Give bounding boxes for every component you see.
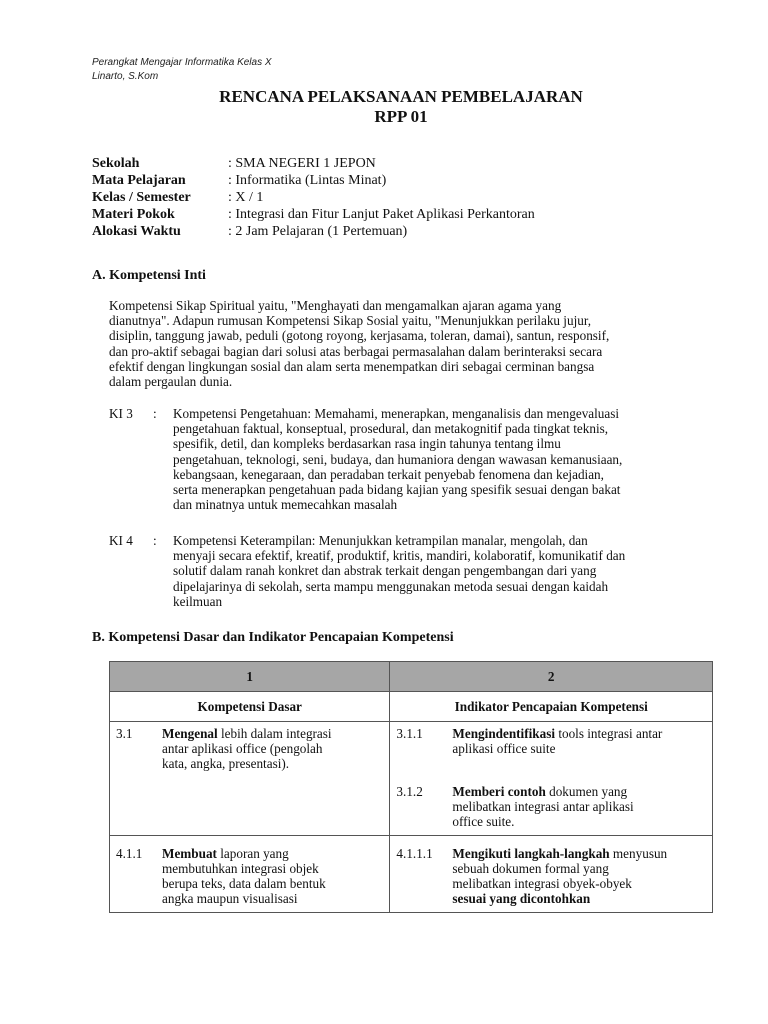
meta-row-topic bbox=[92, 206, 535, 223]
ki3-line: serta menerapkan pengetahuan pada bidang kajian yang spesifik sesuai dengan bakat bbox=[173, 482, 621, 498]
competence-table bbox=[109, 661, 713, 913]
column-number: 1 bbox=[110, 662, 390, 692]
column-header: Indikator Pencapaian Kompetensi bbox=[390, 692, 713, 722]
meta-row-class bbox=[92, 189, 535, 206]
document-header bbox=[92, 56, 272, 84]
paragraph-line: efektif dengan lingkungan sosial dan alam serta menempatkan diri sebagai cerminan bangsa bbox=[109, 358, 595, 374]
meta-key: Alokasi Waktu bbox=[92, 224, 181, 239]
indicator-text: aplikasi office suite bbox=[452, 741, 556, 756]
ki3-item bbox=[109, 406, 713, 512]
kd-text: berupa teks, data dalam bentuk bbox=[162, 876, 326, 891]
meta-value: : Informatika (Lintas Minat) bbox=[228, 173, 387, 188]
column-header: Kompetensi Dasar bbox=[110, 692, 390, 722]
identity-block bbox=[92, 155, 535, 240]
indicator-verb: Memberi contoh bbox=[452, 784, 546, 799]
kd-text: antar aplikasi office (pengolah bbox=[162, 741, 323, 756]
ki4-text bbox=[173, 533, 713, 609]
ki3-label: KI 3 bbox=[109, 406, 133, 421]
ki4-line: solutif dalam ranah konkret dan abstrak terkait dengan pengembangan dari yang bbox=[173, 563, 597, 579]
meta-key: Mata Pelajaran bbox=[92, 173, 186, 188]
table-number-row bbox=[110, 662, 713, 692]
indicator-cell bbox=[390, 722, 713, 836]
ki4-line: menyaji secara efektif, kreatif, produktif, kritis, mandiri, kolaboratif, komunikatif dan bbox=[173, 548, 626, 564]
header-course-line: Perangkat Mengajar Informatika Kelas X bbox=[92, 57, 272, 68]
meta-value: : X / 1 bbox=[228, 190, 264, 205]
ki3-line: pengetahuan faktual, konseptual, prosedural, dan metakognitif pada tingkat teknis, bbox=[173, 421, 609, 437]
ki3-line: Kompetensi Pengetahuan: Memahami, menerapkan, menganalisis dan mengevaluasi bbox=[173, 406, 620, 421]
ki4-line: dipelajarinya di sekolah, serta mampu menggunakan metoda sesuai dengan kaidah bbox=[173, 578, 609, 594]
kd-text: kata, angka, presentasi). bbox=[162, 756, 290, 771]
kd-text: laporan yang bbox=[216, 846, 289, 861]
kd-number: 4.1.1 bbox=[116, 846, 143, 861]
column-number: 2 bbox=[390, 662, 713, 692]
ki4-item bbox=[109, 533, 713, 609]
table-header-row bbox=[110, 692, 713, 722]
indicator-emphasis: sesuai yang dicontohkan bbox=[452, 891, 591, 906]
kd-verb: Mengenal bbox=[162, 726, 218, 741]
kd-text: angka maupun visualisasi bbox=[162, 891, 298, 906]
meta-key: Sekolah bbox=[92, 156, 140, 171]
indicator-text: dokumen yang bbox=[545, 784, 628, 799]
indicator-text: melibatkan integrasi obyek-obyek bbox=[452, 876, 632, 891]
paragraph-line: dalam pergaulan dunia. bbox=[109, 374, 233, 390]
paragraph-line: disiplin, tanggung jawab, peduli (gotong royong, kerjasama, toleran, damai), santun, responsif, bbox=[109, 328, 610, 344]
meta-value: : SMA NEGERI 1 JEPON bbox=[228, 156, 376, 171]
ki4-line: Kompetensi Keterampilan: Menunjukkan ketrampilan manalar, mengolah, dan bbox=[173, 533, 588, 548]
indicator-text: tools integrasi antar bbox=[555, 726, 663, 741]
meta-row-subject bbox=[92, 172, 535, 189]
ki4-line: keilmuan bbox=[173, 593, 223, 609]
kd-cell bbox=[110, 836, 390, 913]
meta-value: : 2 Jam Pelajaran (1 Pertemuan) bbox=[228, 224, 408, 239]
paragraph-line: dan pro-aktif sebagai bagian dari solusi atas berbagai permasalahan dalam berinteraksi secara bbox=[109, 343, 603, 359]
indicator-cell bbox=[390, 836, 713, 913]
ki3-colon: : bbox=[153, 406, 157, 421]
indicator-number: 3.1.2 bbox=[396, 784, 423, 799]
table-row bbox=[110, 722, 713, 836]
ki3-line: kebangsaan, kenegaraan, dan peradaban terkait penyebab fenomena dan kejadian, bbox=[173, 466, 604, 482]
kd-number: 3.1 bbox=[116, 726, 133, 741]
indicator-verb: Mengikuti langkah-langkah bbox=[452, 846, 610, 861]
indicator-text: menyusun bbox=[609, 846, 668, 861]
kd-text: membutuhkan integrasi objek bbox=[162, 861, 319, 876]
meta-key: Materi Pokok bbox=[92, 207, 175, 222]
ki3-text bbox=[173, 406, 713, 512]
meta-key: Kelas / Semester bbox=[92, 190, 191, 205]
indicator-number: 4.1.1.1 bbox=[396, 846, 433, 861]
core-competence-paragraph bbox=[109, 298, 669, 389]
ki4-colon: : bbox=[153, 533, 157, 548]
section-a-heading: A. Kompetensi Inti bbox=[92, 268, 206, 283]
indicator-text: sebuah dokumen formal yang bbox=[452, 861, 609, 876]
paragraph-line: Kompetensi Sikap Spiritual yaitu, "Menghayati dan mengamalkan ajaran agama yang bbox=[109, 298, 562, 313]
ki3-line: dan minatnya untuk memecahkan masalah bbox=[173, 497, 398, 513]
indicator-number: 3.1.1 bbox=[396, 726, 423, 741]
header-author-line: Linarto, S.Kom bbox=[92, 71, 159, 82]
meta-row-school bbox=[92, 155, 535, 172]
indicator-text: melibatkan integrasi antar aplikasi bbox=[452, 799, 634, 814]
indicator-verb: Mengindentifikasi bbox=[452, 726, 556, 741]
document-subtitle: RPP 01 bbox=[374, 107, 428, 126]
section-b-heading: B. Kompetensi Dasar dan Indikator Pencapaian Kompetensi bbox=[92, 630, 454, 645]
document-title: RENCANA PELAKSANAAN PEMBELAJARAN bbox=[219, 87, 583, 106]
kd-cell bbox=[110, 722, 390, 836]
kd-verb: Membuat bbox=[162, 846, 217, 861]
table-row bbox=[110, 836, 713, 913]
paragraph-line: dianutnya". Adapun rumusan Kompetensi Sikap Sosial yaitu, "Menunjukkan perilaku jujur, bbox=[109, 313, 591, 329]
meta-value: : Integrasi dan Fitur Lanjut Paket Aplikasi Perkantoran bbox=[228, 207, 535, 222]
kd-text: lebih dalam integrasi bbox=[217, 726, 332, 741]
indicator-text: office suite. bbox=[452, 814, 515, 829]
meta-row-time bbox=[92, 223, 535, 240]
ki3-line: pengetahuan, teknologi, seni, budaya, dan humaniora dengan wawasan kemanusiaan, bbox=[173, 451, 623, 467]
ki4-label: KI 4 bbox=[109, 533, 133, 548]
ki3-line: spesifik, detil, dan kompleks berdasarkan rasa ingin tahunya tentang ilmu bbox=[173, 436, 561, 452]
